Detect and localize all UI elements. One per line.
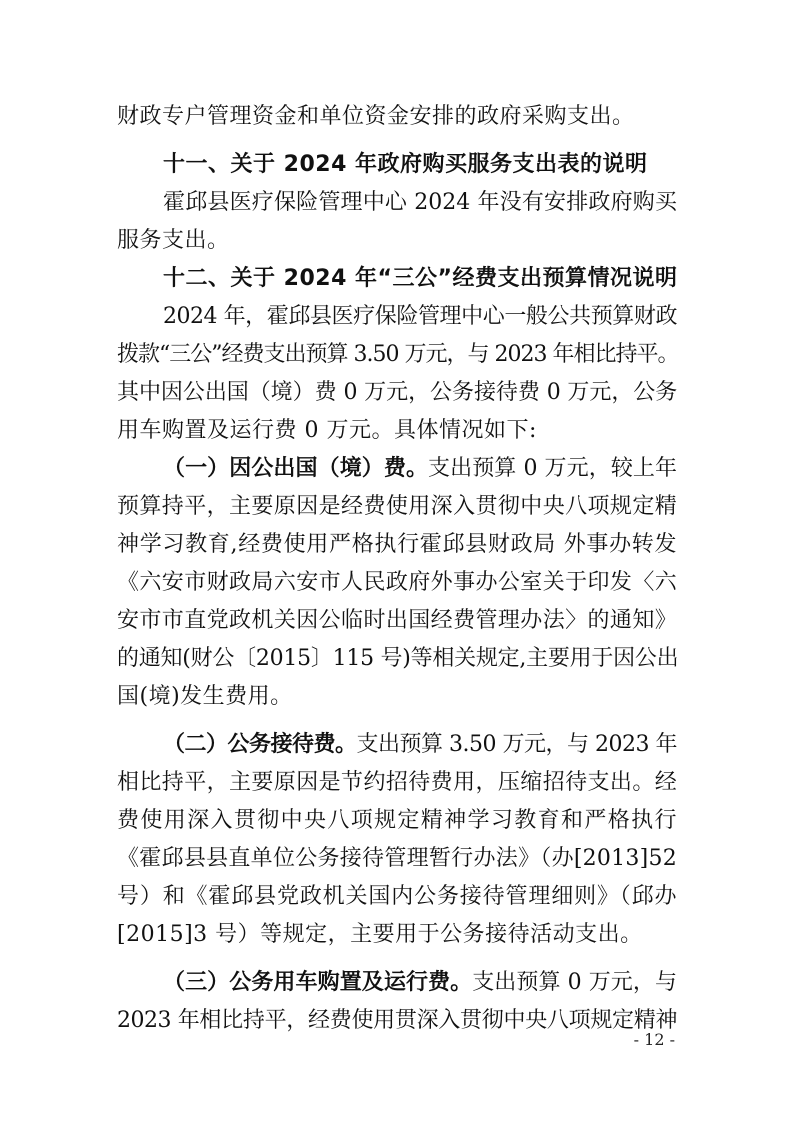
paragraph-line	[163, 728, 677, 762]
paragraph-line: 预算持平，主要原因是经费使用深入贯彻中央八项规定精	[117, 494, 677, 519]
paragraph-line: 国(境)发生费用。	[117, 684, 293, 709]
subsection-title: （一）因公出国（境）费。	[163, 456, 429, 481]
paragraph-line: 用车购置及运行费 0 万元。具体情况如下:	[117, 418, 537, 443]
paragraph-line: 费使用深入贯彻中央八项规定精神学习教育和严格执行	[117, 808, 677, 833]
paragraph-line: 安市市直党政机关因公临时出国经费管理办法〉的通知》	[117, 608, 677, 633]
paragraph-line: 霍邱县医疗保险管理中心 2024 年没有安排政府购买	[163, 190, 677, 215]
paragraph-line: 财政专户管理资金和单位资金安排的政府采购支出。	[117, 104, 635, 129]
subsection-text: 支出预算 0 万元，较上年	[428, 456, 677, 481]
paragraph-line: 《六安市财政局六安市人民政府外事办公室关于印发〈六	[117, 570, 677, 595]
subsection-title: （三）公务用车购置及运行费。	[163, 970, 473, 995]
paragraph-line: 服务支出。	[117, 228, 230, 253]
paragraph-line: 拨款“三公”经费支出预算 3.50 万元，与 2023 年相比持平。	[117, 342, 679, 367]
paragraph-line: 号）和《霍邱县党政机关国内公务接待管理细则》（邱办	[117, 884, 677, 909]
paragraph-line: 2023 年相比持平，经费使用贯深入贯彻中央八项规定精神	[117, 1008, 677, 1033]
page-number: - 12 -	[633, 1030, 675, 1049]
paragraph-line	[163, 452, 677, 486]
paragraph-line: 相比持平，主要原因是节约招待费用，压缩招待支出。经	[117, 770, 677, 795]
paragraph-line: [2015]3 号）等规定，主要用于公务接待活动支出。	[117, 922, 643, 947]
section-heading: 十一、关于 2024 年政府购买服务支出表的说明	[163, 152, 648, 177]
paragraph-line: 其中因公出国（境）费 0 万元，公务接待费 0 万元，公务	[117, 380, 677, 405]
paragraph-line	[163, 966, 677, 1000]
section-heading: 十二、关于 2024 年“三公”经费支出预算情况说明	[163, 266, 678, 291]
paragraph-line: 《霍邱县县直单位公务接待管理暂行办法》（办[2013]52	[117, 846, 677, 871]
subsection-text: 支出预算 3.50 万元，与 2023 年	[356, 732, 677, 757]
subsection-title: （二）公务接待费。	[163, 732, 357, 757]
subsection-text: 支出预算 0 万元，与	[472, 970, 677, 995]
paragraph-line: 的通知(财公〔2015〕115 号)等相关规定,主要用于因公出	[117, 646, 679, 671]
paragraph-line: 2024 年，霍邱县医疗保险管理中心一般公共预算财政	[163, 304, 677, 329]
paragraph-line: 神学习教育,经费使用严格执行霍邱县财政局 外事办转发	[117, 532, 677, 557]
